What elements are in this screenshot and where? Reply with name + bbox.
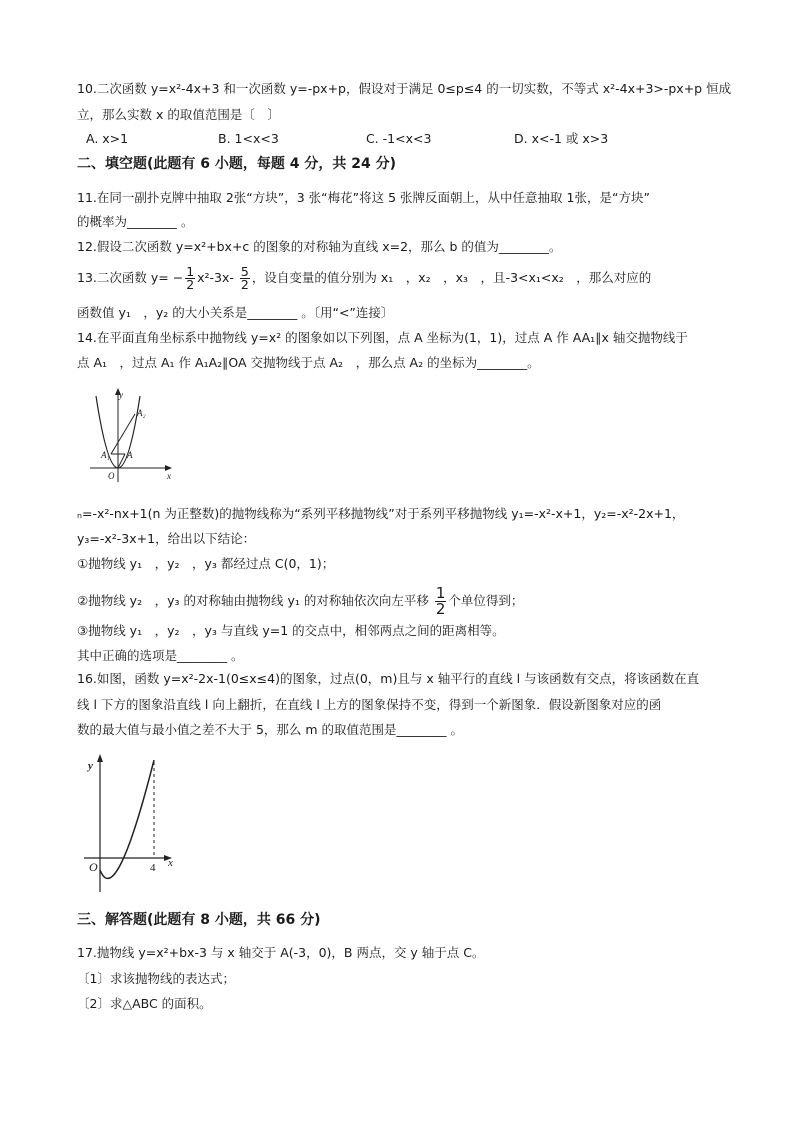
q15-item1: ①抛物线 y₁ ，y₂ ，y₃ 都经过点 C(0，1)；: [77, 556, 335, 571]
section-2-title: 二、填空题(此题有 6 小题，每题 4 分，共 24 分): [77, 156, 397, 172]
q15-item2-text: ②抛物线 y₂ ，y₃ 的对称轴由抛物线 y₁ 的对称轴依次向左平移: [77, 593, 433, 608]
q10-option-a: A. x>1: [86, 131, 129, 146]
q14-line1: 14.在平面直角坐标系中抛物线 y=x² 的图象如以下列图，点 A 坐标为(1，1)，过点 A 作 AA₁∥x 轴交抛物线于: [77, 330, 688, 345]
q13-frac2-den: 2: [240, 277, 249, 292]
q14-label-a1: A₁: [101, 450, 110, 460]
q13-fraction-2: [240, 266, 250, 291]
q10-option-c: C. -1<x<3: [366, 131, 432, 146]
q13-minus: −: [172, 270, 184, 285]
q14-label-a: A: [127, 450, 133, 460]
q13-line1: [77, 266, 651, 291]
q14-segment-a1a2: [111, 414, 135, 454]
q14-label-x: x: [167, 471, 171, 481]
q15-line2: y₃=-x²-3x+1，给出以下结论：: [77, 531, 256, 546]
q13-frac1-den: 2: [186, 277, 195, 292]
q10-line1: 10.二次函数 y=x²-4x+3 和一次函数 y=-px+p，假设对于满足 0≤p≤4 的一切实数，不等式 x²-4x+3>-px+p 恒成: [77, 81, 732, 96]
q15-item2-post: 个单位得到；: [448, 593, 524, 608]
q15-answer: 其中正确的选项是________ 。: [77, 648, 244, 663]
q15-frac-num: 1: [435, 584, 446, 602]
q16-label-o: O: [89, 860, 98, 874]
q15-frac-den: 2: [435, 600, 446, 618]
q16-label-y: y: [88, 760, 93, 772]
q15-line1: ₙ=-x²-nx+1(n 为正整数)的抛物线称为“系列平移抛物线”对于系列平移抛物线 y₁=-x²-x+1，y₂=-x²-2x+1，: [77, 506, 685, 521]
q10-option-d: D. x<-1 或 x>3: [514, 131, 609, 146]
q17-part2: 〔2〕求△ABC 的面积。: [77, 996, 212, 1011]
section-3-title: 三、解答题(此题有 8 小题，共 66 分): [77, 912, 321, 928]
q10-line2: 立，那么实数 x 的取值范围是〔 〕: [77, 107, 280, 122]
q16-line2: 线 l 下方的图象沿直线 l 向上翻折，在直线 l 上方的图象保持不变，得到一个新图象．假设新图象对应的函: [77, 697, 662, 712]
q14-parabola-figure: [88, 388, 180, 488]
q14-line2: 点 A₁ ，过点 A₁ 作 A₁A₂∥OA 交抛物线于点 A₂ ，那么点 A₂ 的坐标为________。: [77, 355, 540, 370]
q13-frac1-num: 1: [186, 264, 195, 279]
q17-line1: 17.抛物线 y=x²+bx-3 与 x 轴交于 A(-3，0)，B 两点，交 y 轴于点 C。: [77, 945, 485, 960]
q13-mid: x²-3x-: [197, 270, 238, 285]
q13-line2: 函数值 y₁ ，y₂ 的大小关系是________ 。〔用“<”连接〕: [77, 305, 394, 320]
q10-option-b: B. 1<x<3: [218, 131, 279, 146]
q16-label-x: x: [168, 857, 173, 869]
q13-suffix: ，设自变量的值分别为 x₁ ，x₂ ，x₃ ，且-3<x₁<x₂ ，那么对应的: [251, 270, 652, 285]
q16-curve: [100, 760, 154, 878]
q17-part1: 〔1〕求该抛物线的表达式；: [77, 971, 235, 986]
q16-y-arrow: [97, 754, 103, 762]
q11-line1: 11.在同一副扑克牌中抽取 2张“方块”，3 张“梅花”将这 5 张牌反面朝上，从中任意抽取 1张，是“方块”: [77, 190, 650, 205]
q16-line1: 16.如图，函数 y=x²-2x-1(0≤x≤4)的图象，过点(0，m)且与 x 轴平行的直线 l 与该函数有交点，将该函数在直: [77, 671, 700, 686]
q15-fraction: [435, 586, 447, 617]
q14-label-y: y: [119, 390, 123, 400]
q13-fraction-1: [185, 266, 195, 291]
q16-label-4: 4: [150, 862, 156, 874]
q16-function-figure: [82, 752, 182, 894]
q15-item2: [77, 586, 523, 617]
q11-line2: 的概率为________ 。: [77, 214, 194, 229]
q14-label-o: O: [108, 471, 115, 481]
q13-frac2-num: 5: [240, 264, 249, 279]
q16-line3: 数的最大值与最小值之差不大于 5，那么 m 的取值范围是________ 。: [77, 722, 464, 737]
q13-prefix: 13.二次函数 y=: [77, 270, 173, 285]
q12-line: 12.假设二次函数 y=x²+bx+c 的图象的对称轴为直线 x=2，那么 b 的值为________。: [77, 239, 562, 254]
q15-item3: ③抛物线 y₁ ，y₂ ，y₃ 与直线 y=1 的交点中，相邻两点之间的距离相等。: [77, 623, 505, 638]
q14-label-a2: A₂: [137, 408, 146, 418]
